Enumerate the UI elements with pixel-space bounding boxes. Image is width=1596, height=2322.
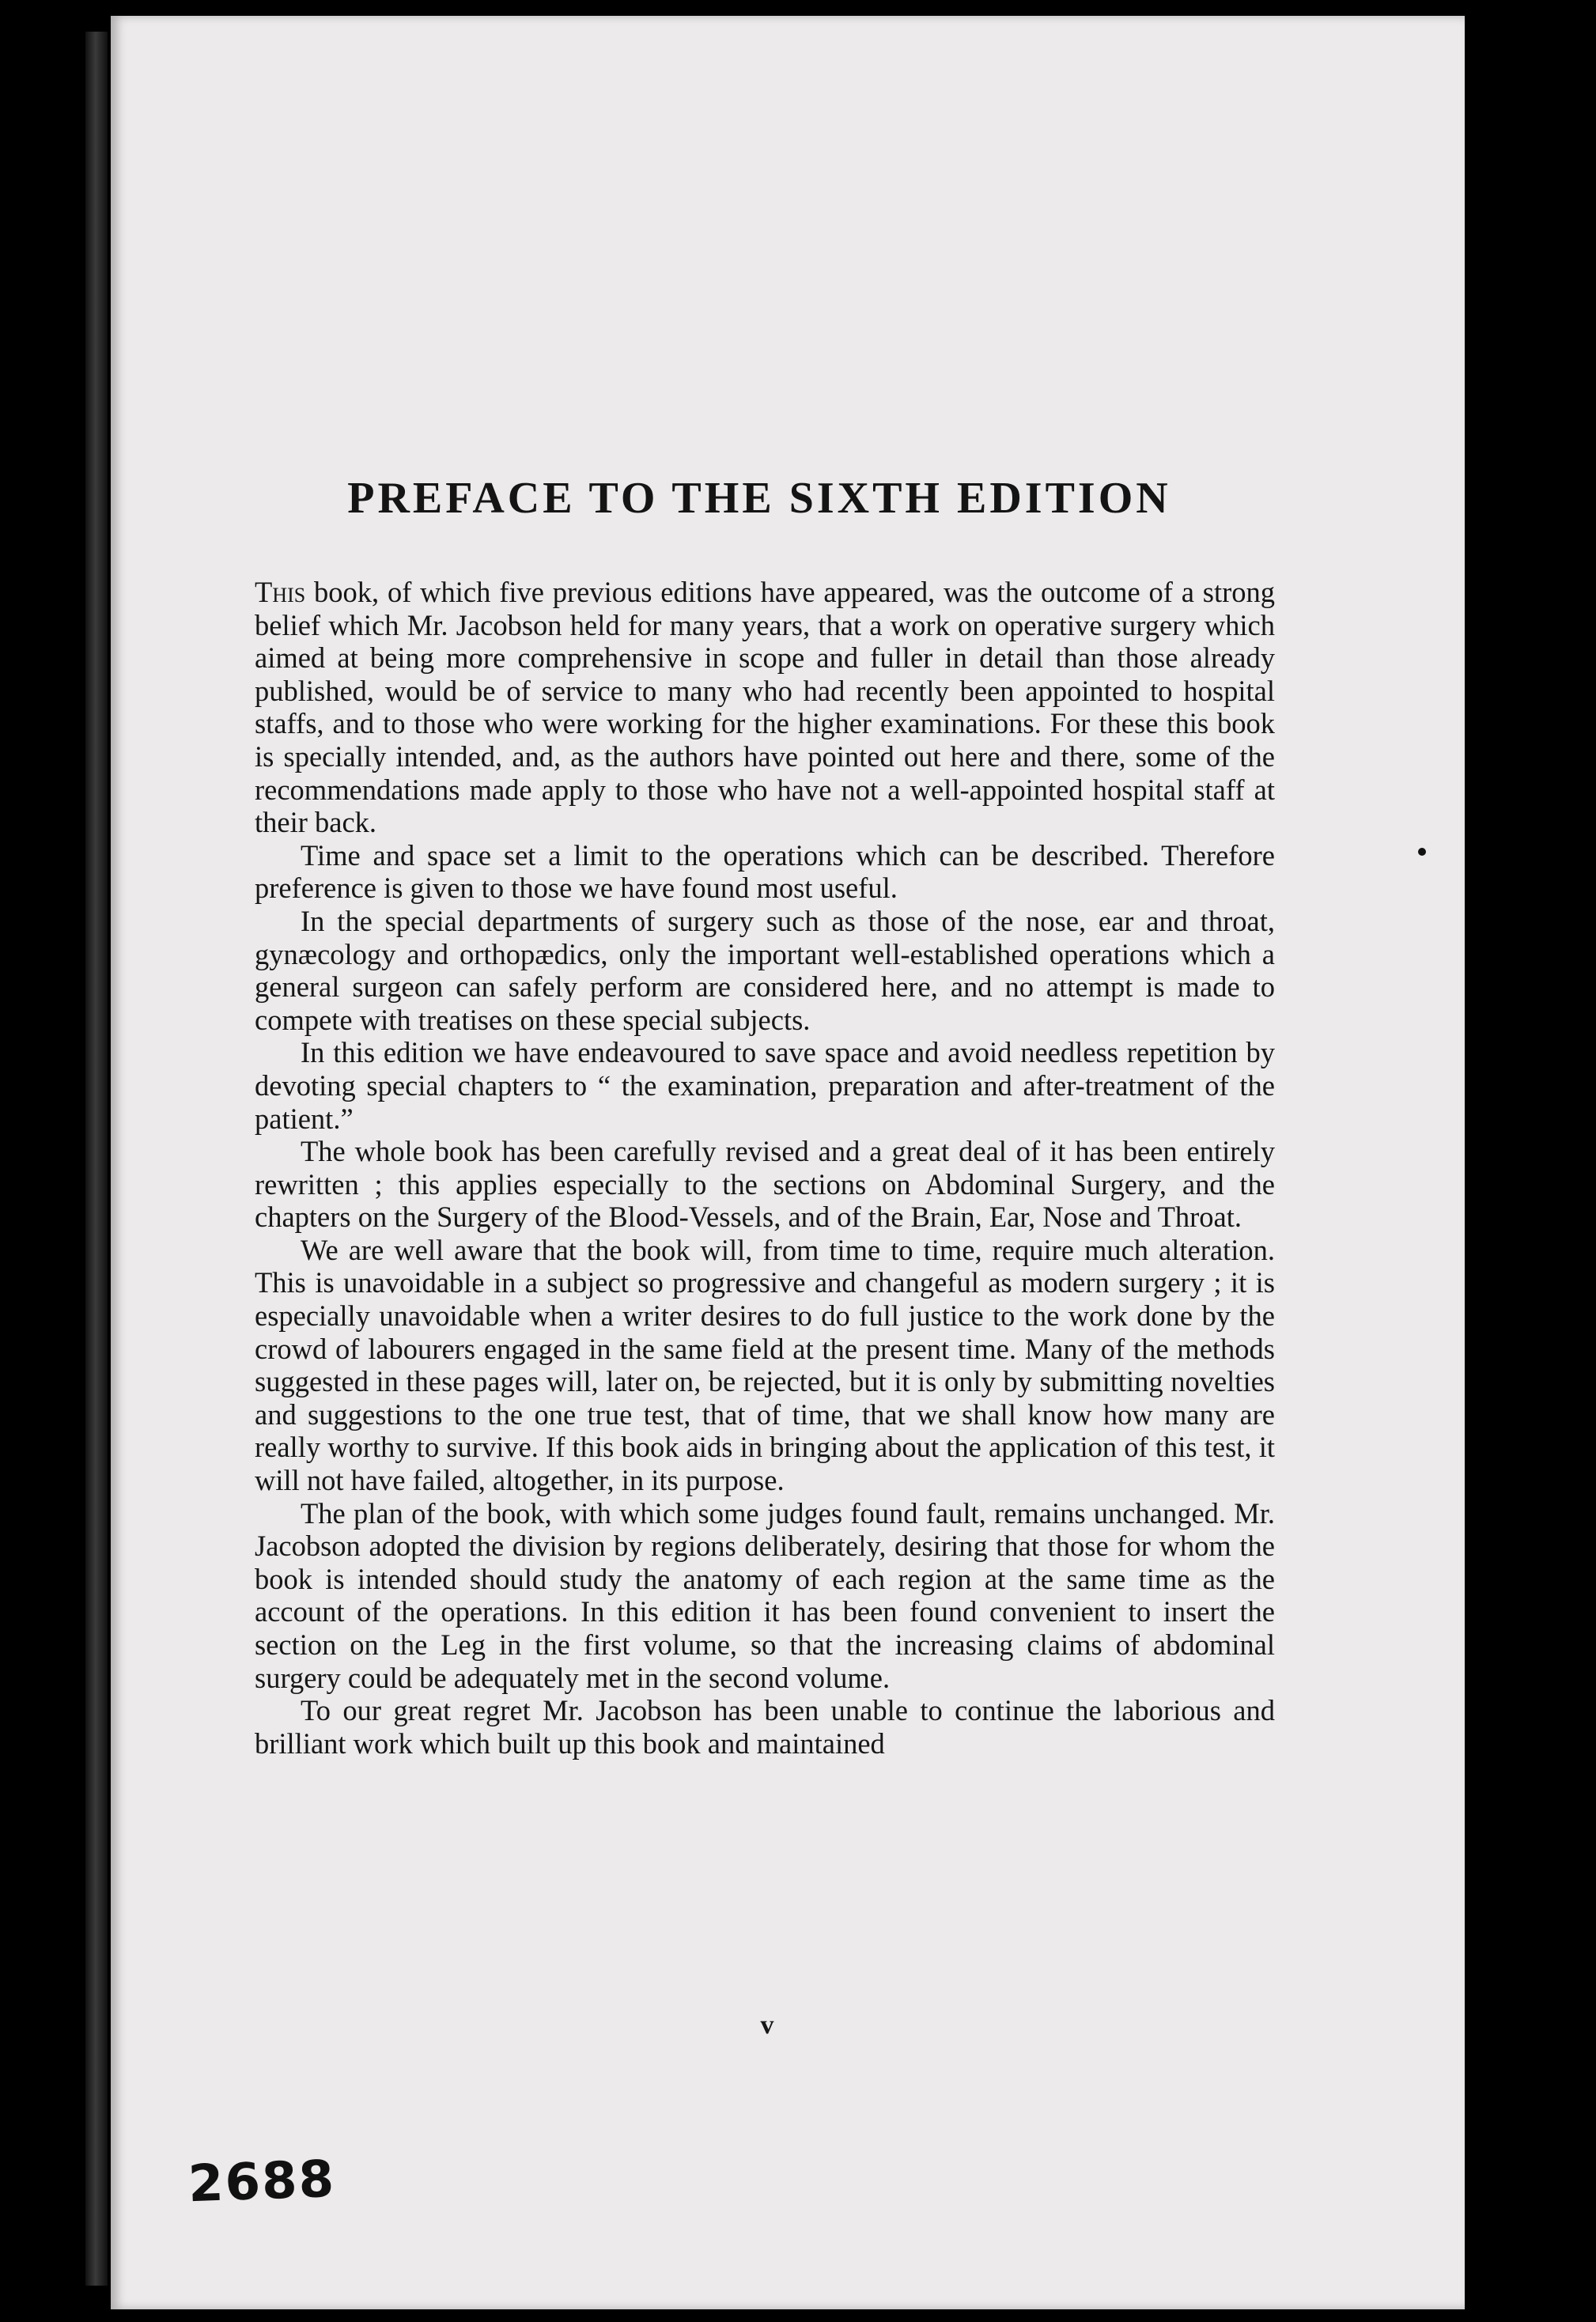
paragraph-text: book, of which five previous editions have appeared, was the outcome of a strong belief which Mr. Jacobson held for many years, that a work on operative surgery which aimed at being more comprehensive in scope and fuller in detail than those already published, would be of service to many who had recently been appointed to hospital staffs, and to those who were working for the higher examinations. For these this book is specially intended, and, as the authors have pointed out here and there, some of the recommendations made apply to those who have not a well-appointed hospital staff at their back. <box>255 576 1275 839</box>
page-title: PREFACE TO THE SIXTH EDITION <box>347 474 1171 523</box>
paragraph-lead-word: This <box>255 576 306 608</box>
paragraph-4: In this edition we have endeavoured to save space and avoid needless repetition by devoting special chapters to “ the examination, preparation and after-treatment of the patient.” <box>255 1036 1275 1135</box>
preface-body <box>255 576 1275 1760</box>
scan-margin-right <box>1465 0 1596 2322</box>
paragraph-2: Time and space set a limit to the operations which can be described. Therefore preference is given to those we have found most useful. <box>255 838 1275 905</box>
paragraph-6: We are well aware that the book will, from time to time, require much alteration. This is unavoidable in a subject so progressive and changeful as modern surgery ; it is especially unavoidable when a writer desires to do full justice to the work done by the crowd of labourers engaged in the same field at the present time. Many of the methods suggested in these pages will, later on, be rejected, but it is only by submitting novelties and suggestions to the one true test, that of time, that we shall know how many are really worthy to survive. If this book aids in bringing about the application of this test, it will not have failed, altogether, in its purpose. <box>255 1233 1275 1497</box>
paragraph-7: The plan of the book, with which some judges found fault, remains unchanged. Mr. Jacobson adopted the division by regions deliberately, desiring that those for whom the book is intended should study the anatomy of each region at the same time as the account of the operations. In this edition it has been found convenient to insert the section on the Leg in the first volume, so that the increasing claims of abdominal surgery could be adequately met in the second volume. <box>255 1496 1275 1694</box>
paragraph-3: In the special departments of surgery such as those of the nose, ear and throat, gynæcology and orthopædics, only the important well-established operations which a general surgeon can safely perform are considered here, and no attempt is made to compete with treatises on these special subjects. <box>255 904 1275 1036</box>
handwritten-shelf-number: 2688 <box>187 2150 337 2214</box>
paragraph-1 <box>255 576 1275 839</box>
page-number: v <box>760 2010 774 2040</box>
book-binding-edge <box>85 32 108 2286</box>
paragraph-5: The whole book has been carefully revised and a great deal of it has been entirely rewritten ; this applies especially to the sections on Abdominal Surgery, and the chapters on the Surgery of the Blood-Vessels, and of the Brain, Ear, Nose and Throat. <box>255 1135 1275 1234</box>
paragraph-8: To our great regret Mr. Jacobson has been unable to continue the laborious and brilliant work which built up this book and maintained <box>255 1694 1275 1760</box>
ink-speck <box>1418 848 1426 856</box>
